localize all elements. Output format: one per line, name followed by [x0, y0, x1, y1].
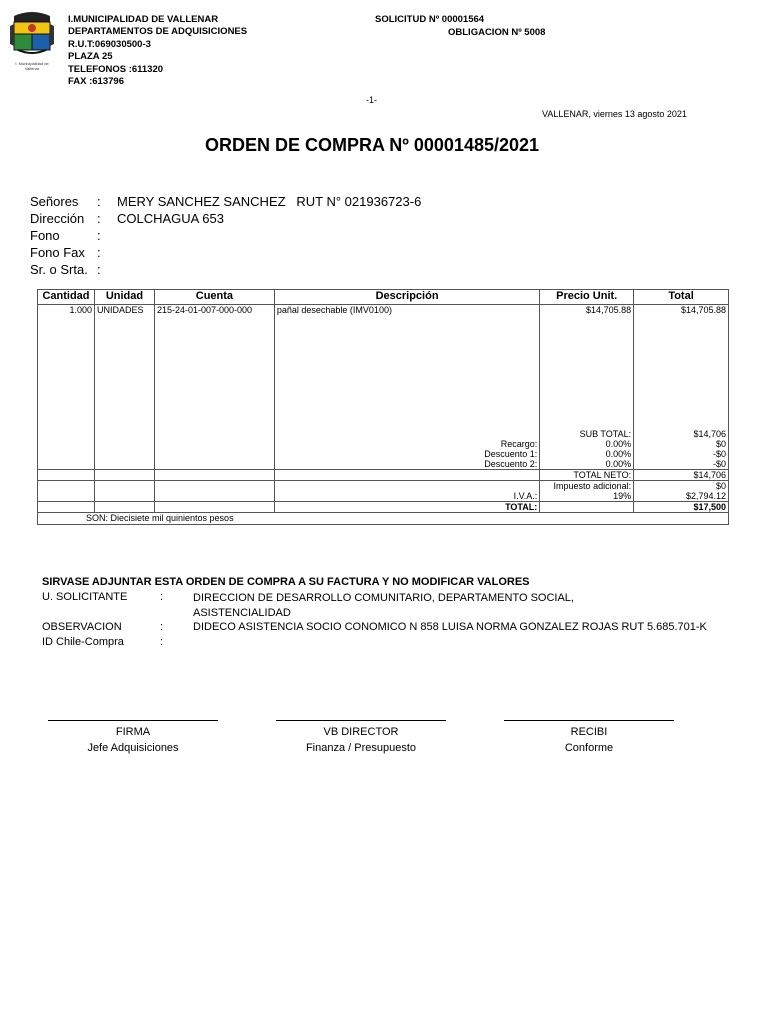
solicitante-line: DIRECCION DE DESARROLLO COMUNITARIO, DEPARTAMENTO SOCIAL, — [193, 592, 574, 604]
field-label: Dirección — [30, 211, 85, 226]
field-sep: : — [97, 211, 101, 226]
impuesto-row — [38, 480, 729, 491]
grand-total-value: $17,500 — [634, 501, 729, 512]
field-value: COLCHAGUA 653 — [117, 211, 224, 226]
sub-total-value: $14,706 — [634, 429, 729, 439]
observacion-label: OBSERVACION — [42, 621, 122, 633]
field-sep: : — [97, 194, 101, 209]
grand-total-label: TOTAL: — [274, 501, 539, 512]
page-number: -1- — [366, 95, 377, 105]
descuento1-pct: 0.00% — [540, 449, 634, 459]
signature-vb-director — [276, 720, 446, 756]
signature-line — [48, 720, 218, 721]
notice-title: SIRVASE ADJUNTAR ESTA ORDEN DE COMPRA A SU FACTURA Y NO MODIFICAR VALORES — [42, 576, 530, 588]
cell-total: $14,705.88 — [634, 305, 729, 429]
recargo-label: Recargo: — [274, 439, 539, 449]
cell-descripcion: pañal desechable (IMV0100) — [274, 305, 539, 429]
solicitante-sep: : — [160, 591, 164, 603]
org-phones: TELEFONOS :611320 — [68, 63, 164, 75]
org-name: I.MUNICIPALIDAD DE VALLENAR — [68, 14, 219, 25]
chile-compra-sep: : — [160, 636, 164, 648]
supplier-info — [30, 193, 421, 278]
cell-cantidad: 1.000 — [38, 305, 95, 429]
son-row — [38, 512, 729, 524]
cell-cuenta: 215-24-01-007-000-000 — [154, 305, 274, 429]
signature-subtitle: Finanza / Presupuesto — [305, 742, 417, 754]
sub-total-label: SUB TOTAL: — [540, 429, 634, 439]
total-neto-label: TOTAL NETO: — [540, 469, 634, 480]
grand-total-row — [38, 501, 729, 512]
solicitante-line: ASISTENCIALIDAD — [193, 607, 291, 619]
cell-unidad: UNIDADES — [94, 305, 154, 429]
signature-title: RECIBI — [570, 726, 608, 738]
supplier-row — [30, 244, 421, 261]
org-address: PLAZA 25 — [68, 51, 113, 63]
observacion-value: DIDECO ASISTENCIA SOCIO CONOMICO N 858 LUISA NORMA GONZALEZ ROJAS RUT 5.685.701-K — [193, 621, 707, 633]
signature-line — [276, 720, 446, 721]
field-label: Fono Fax — [30, 245, 85, 260]
descuento1-value: -$0 — [634, 449, 729, 459]
descuento2-label: Descuento 2: — [274, 459, 539, 470]
field-label: Señores — [30, 194, 79, 209]
table-header-row — [38, 290, 729, 305]
field-label: Sr. o Srta. — [30, 262, 88, 277]
total-neto-row — [38, 469, 729, 480]
department-name: DEPARTAMENTOS DE ADQUISICIONES — [68, 26, 248, 38]
signature-firma — [48, 720, 218, 756]
signature-title: FIRMA — [115, 726, 151, 738]
field-value: MERY SANCHEZ SANCHEZ RUT N° 021936723-6 — [117, 194, 422, 209]
sub-total-row — [38, 429, 729, 439]
descuento2-row — [38, 459, 729, 470]
signature-title: VB DIRECTOR — [323, 726, 399, 738]
supplier-row — [30, 227, 421, 244]
solicitante-value — [193, 591, 574, 621]
descuento1-label: Descuento 1: — [274, 449, 539, 459]
supplier-row — [30, 193, 421, 210]
signature-recibi — [504, 720, 674, 756]
org-fax: FAX :613796 — [68, 76, 124, 88]
chile-compra-label: ID Chile-Compra — [42, 636, 124, 648]
col-header: Descripción — [274, 290, 539, 305]
municipal-logo — [8, 8, 56, 71]
field-sep: : — [97, 262, 101, 277]
col-header: Total — [634, 290, 729, 305]
total-neto-value: $14,706 — [634, 469, 729, 480]
signature-subtitle: Conforme — [564, 742, 614, 754]
iva-row — [38, 491, 729, 502]
field-label: Fono — [30, 228, 60, 243]
supplier-row — [30, 210, 421, 227]
amount-in-words: SON: Diecisiete mil quinientos pesos — [38, 512, 729, 524]
field-sep: : — [97, 228, 101, 243]
col-header: Unidad — [94, 290, 154, 305]
descuento2-value: -$0 — [634, 459, 729, 470]
iva-pct: 19% — [540, 491, 634, 502]
col-header: Cuenta — [154, 290, 274, 305]
document-date: VALLENAR, viernes 13 agosto 2021 — [542, 109, 687, 119]
impuesto-value: $0 — [634, 480, 729, 491]
recargo-row — [38, 439, 729, 449]
field-sep: : — [97, 245, 101, 260]
solicitante-label: U. SOLICITANTE — [42, 591, 128, 603]
signature-line — [504, 720, 674, 721]
col-header: Precio Unit. — [540, 290, 634, 305]
descuento2-pct: 0.00% — [540, 459, 634, 470]
page-title: ORDEN DE COMPRA Nº 00001485/2021 — [204, 135, 540, 155]
logo-caption: I. Municipalidad de Vallenar — [15, 61, 49, 71]
iva-label: I.V.A.: — [274, 491, 539, 502]
descuento1-row — [38, 449, 729, 459]
obligacion-number: OBLIGACION Nº 5008 — [448, 27, 546, 38]
table-row — [38, 305, 729, 429]
recargo-value: $0 — [634, 439, 729, 449]
recargo-pct: 0.00% — [540, 439, 634, 449]
cell-precio: $14,705.88 — [540, 305, 634, 429]
impuesto-label: Impuesto adicional: — [540, 480, 634, 491]
observacion-sep: : — [160, 621, 164, 633]
items-table — [37, 289, 729, 525]
supplier-row — [30, 261, 421, 278]
solicitud-number: SOLICITUD Nº 00001564 — [375, 14, 485, 25]
signature-subtitle: Jefe Adquisiciones — [87, 742, 179, 754]
col-header: Cantidad — [38, 290, 95, 305]
iva-value: $2,794.12 — [634, 491, 729, 502]
coat-of-arms-icon — [8, 8, 56, 56]
issuer-block — [68, 14, 247, 88]
org-rut: R.U.T:069030500-3 — [68, 38, 151, 50]
